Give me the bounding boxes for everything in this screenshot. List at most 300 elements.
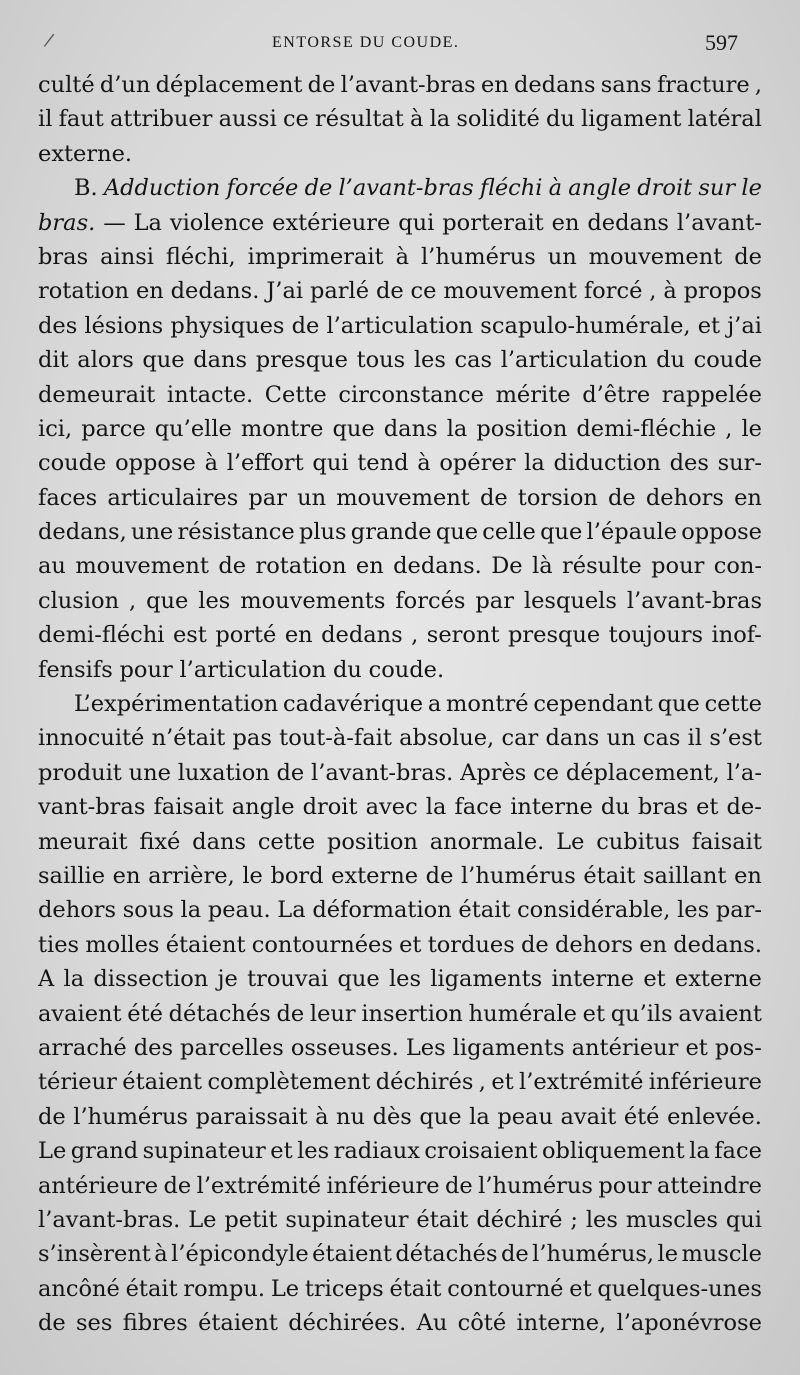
word: Adduction — [103, 175, 221, 202]
word: extérieure — [272, 209, 391, 236]
word: de — [479, 484, 508, 511]
word: était — [583, 862, 636, 889]
word: fixé — [139, 828, 181, 855]
word: , — [649, 278, 657, 305]
word: l’humérus, — [532, 1241, 655, 1268]
word: coude — [693, 347, 762, 374]
word: imprimerait — [247, 243, 384, 270]
word: les — [585, 1206, 618, 1233]
word: qui — [725, 1206, 762, 1233]
word: plus — [298, 519, 347, 546]
word: et — [643, 966, 666, 993]
word: en — [135, 278, 164, 305]
word: paraissait — [195, 1103, 308, 1130]
word: ainsi — [100, 243, 154, 270]
text-line — [38, 653, 762, 687]
word: il — [38, 106, 53, 133]
word: oppose — [681, 519, 762, 546]
text-line — [38, 1237, 762, 1271]
word: luxation — [177, 759, 270, 786]
word: con- — [713, 553, 762, 580]
word: ce — [282, 106, 309, 133]
word: la — [524, 450, 545, 477]
word: bras — [38, 243, 89, 270]
word: l’avant-bras — [626, 587, 762, 614]
word: aussi — [218, 106, 277, 133]
word: muscle — [681, 1241, 762, 1268]
word: déchirées. — [288, 1310, 407, 1337]
word: l’humérus — [478, 1172, 593, 1199]
word: dedans, — [38, 519, 127, 546]
word: cette — [704, 691, 762, 718]
word: térieur — [38, 1069, 117, 1096]
word: mouvements — [240, 587, 386, 614]
word: résultat — [315, 106, 404, 133]
word: de — [304, 175, 333, 202]
word: que — [146, 587, 189, 614]
word: en — [734, 862, 762, 889]
word: déplacement — [155, 72, 303, 98]
word: triceps — [304, 1275, 384, 1302]
word: cubitus — [596, 828, 680, 855]
word: les — [297, 1138, 330, 1165]
word: était — [458, 897, 511, 924]
word: l’humérus — [460, 862, 576, 889]
word: de — [445, 1172, 473, 1199]
text-line — [38, 859, 762, 893]
text-line — [38, 618, 762, 652]
word: face — [454, 794, 503, 821]
word: propos — [683, 278, 762, 305]
word: la — [446, 415, 468, 442]
word: déchirés — [375, 1069, 474, 1096]
text-line — [38, 412, 762, 446]
word: tout-à-fait — [279, 725, 392, 752]
word: intacte. — [166, 381, 254, 408]
word: avait — [560, 1103, 617, 1130]
word: au — [38, 553, 66, 580]
word: à — [204, 450, 218, 477]
word: en — [639, 931, 668, 958]
word: considérable, — [517, 897, 671, 924]
word: été — [127, 1000, 163, 1027]
word: un — [297, 484, 327, 511]
word: innocuité — [38, 725, 145, 752]
word: fléchi, — [165, 243, 236, 270]
word: que — [540, 519, 583, 546]
word: violence — [169, 209, 265, 236]
word: leur — [309, 1000, 356, 1027]
word: dans — [192, 828, 247, 855]
word: lesquels — [523, 587, 617, 614]
word: inférieure — [326, 1172, 440, 1199]
word: il — [687, 725, 703, 752]
word: bras — [637, 794, 688, 821]
word: de — [218, 553, 247, 580]
word: qui — [312, 450, 349, 477]
word: qu’elle — [154, 415, 232, 442]
word: face — [714, 1138, 762, 1165]
word: droit — [637, 175, 693, 202]
word: que — [337, 966, 380, 993]
text-line — [38, 309, 762, 343]
text-line — [38, 481, 762, 515]
word: là — [532, 553, 553, 580]
word: la — [425, 794, 447, 821]
word: que — [657, 691, 700, 718]
word: dedans — [587, 209, 669, 236]
word: l’extrémité — [196, 1172, 322, 1199]
word: rappelée — [661, 381, 762, 408]
word: dehors — [645, 484, 724, 511]
word: complètement — [207, 1069, 371, 1096]
word: presque — [507, 622, 601, 649]
word: seront — [426, 622, 500, 649]
word: lésions — [84, 312, 164, 339]
word: parlé — [309, 278, 370, 305]
word: qu’ils — [610, 1000, 673, 1027]
word: montré — [446, 691, 529, 718]
word: de — [734, 243, 762, 270]
word: circonstance — [338, 381, 484, 408]
text-line — [38, 1065, 762, 1099]
word: torsion — [517, 484, 598, 511]
word: osseuses. — [290, 1034, 399, 1061]
text-line — [38, 928, 762, 962]
word: l’effort — [226, 450, 304, 477]
word: ligaments — [430, 966, 543, 993]
word: en — [734, 484, 762, 511]
word: un — [547, 243, 577, 270]
word: parce — [81, 415, 146, 442]
word: dehors — [38, 897, 117, 924]
word: La — [277, 897, 306, 924]
word: sur- — [717, 450, 762, 477]
text-line — [38, 756, 762, 790]
word: inof- — [711, 622, 762, 649]
word: avaient — [38, 1000, 122, 1027]
word: demi-fléchie — [576, 415, 717, 442]
word: Le — [38, 1138, 67, 1165]
word: l’épicondyle — [171, 1241, 309, 1268]
word: à — [315, 1103, 329, 1130]
word: angle — [231, 794, 295, 821]
text-line — [38, 171, 762, 205]
word: produit — [38, 759, 122, 786]
word: ici, — [38, 415, 73, 442]
word: grande — [350, 519, 432, 546]
text-line — [38, 274, 762, 308]
word: de — [163, 1172, 192, 1199]
word: contourné — [447, 1275, 564, 1302]
word: car — [501, 725, 539, 752]
word: était — [416, 1206, 469, 1233]
word: l’avant-bras — [340, 72, 476, 98]
word: de — [521, 931, 549, 958]
word: à — [417, 450, 431, 477]
word: de — [307, 72, 336, 98]
word: faisait — [153, 794, 224, 821]
word: enlevée. — [667, 1103, 762, 1130]
word: de — [425, 862, 454, 889]
word: résulte — [562, 553, 642, 580]
word: antérieure — [38, 1172, 159, 1199]
word: bord — [270, 862, 324, 889]
word: — — [103, 209, 126, 236]
word: cas — [454, 347, 493, 374]
word: droit — [302, 794, 358, 821]
word: j’ai — [727, 312, 762, 339]
word: externe — [674, 966, 762, 993]
word: dissection — [93, 966, 209, 993]
word: dans — [545, 725, 600, 752]
word: à — [548, 175, 563, 202]
word: du — [332, 656, 362, 683]
word: par — [248, 484, 287, 511]
word: par — [475, 587, 514, 614]
word: l’avant-bras — [338, 175, 474, 202]
word: étaient — [198, 1310, 278, 1337]
text-line — [38, 584, 762, 618]
word: dès — [372, 1103, 412, 1130]
word: détachés — [168, 1000, 271, 1027]
word: trouvai — [247, 966, 329, 993]
word: mouvement — [443, 278, 577, 305]
text-line — [38, 378, 762, 412]
word: pour — [119, 656, 173, 683]
word: ; — [570, 1206, 578, 1233]
word: articulaires — [107, 484, 239, 511]
word: s’insèrent — [38, 1241, 151, 1268]
text-line — [38, 1169, 762, 1203]
word: humérale — [468, 1000, 577, 1027]
word: d’un — [99, 72, 151, 98]
word: et — [582, 1000, 605, 1027]
word: un — [606, 725, 636, 752]
word: qui — [398, 209, 435, 236]
word: et — [491, 1069, 514, 1096]
word: le — [657, 1241, 679, 1268]
word: cette — [257, 828, 316, 855]
text-line — [38, 206, 762, 240]
word: résistance — [177, 519, 295, 546]
word: l’humérus — [73, 1103, 189, 1130]
word: scapulo-humérale, — [480, 312, 691, 339]
word: pos- — [714, 1034, 762, 1061]
word: avec — [365, 794, 418, 821]
word: l’articulation — [326, 312, 474, 339]
word: l’a- — [726, 759, 762, 786]
word: s’est — [709, 725, 762, 752]
word: alors — [77, 347, 134, 374]
word: Le — [270, 1275, 300, 1302]
word: mouvement — [336, 484, 470, 511]
word: que — [142, 347, 185, 374]
word: et — [270, 1138, 293, 1165]
word: déplacement, — [565, 759, 720, 786]
word: tend — [357, 450, 409, 477]
text-line — [38, 1031, 762, 1065]
word: l’articulation — [179, 656, 327, 683]
word: une — [128, 759, 171, 786]
word: forcés — [395, 587, 466, 614]
word: toujours — [608, 622, 704, 649]
page-header — [0, 28, 800, 62]
text-line — [38, 687, 762, 721]
word: rompu. — [183, 1275, 266, 1302]
word: parcelles — [180, 1034, 284, 1061]
text-line — [38, 1306, 762, 1340]
word: muscles — [625, 1206, 718, 1233]
word: molles — [85, 931, 160, 958]
word: dedans — [321, 622, 403, 649]
word: insertion — [361, 1000, 463, 1027]
word: la — [469, 1103, 490, 1130]
word: Les — [405, 1034, 446, 1061]
word: étaient — [122, 1069, 203, 1096]
word: et — [685, 1034, 708, 1061]
word: l’extrémité — [519, 1069, 644, 1096]
word: Au — [416, 1310, 448, 1337]
word: interne, — [516, 1310, 607, 1337]
word: bras. — [38, 209, 96, 236]
text-line — [38, 721, 762, 755]
word: demeurait — [38, 381, 156, 408]
word: en — [551, 209, 580, 236]
word: faut — [58, 106, 104, 133]
word: mouvement — [588, 243, 723, 270]
word: dans — [383, 415, 438, 442]
word: sur — [698, 175, 736, 202]
word: et — [697, 312, 721, 339]
word: Cette — [264, 381, 327, 408]
word: d’être — [582, 381, 651, 408]
word: solidité — [456, 106, 540, 133]
word: celle — [482, 519, 536, 546]
word: de — [291, 312, 320, 339]
word: dit — [38, 347, 69, 374]
word: angle — [568, 175, 632, 202]
word: rotation — [255, 553, 347, 580]
word: dehors — [554, 931, 634, 958]
word: et — [399, 931, 422, 958]
word: les — [388, 966, 421, 993]
word: du — [656, 347, 685, 374]
word: position — [326, 828, 418, 855]
word: La — [133, 209, 162, 236]
word: étaient — [165, 931, 246, 958]
word: dans — [193, 347, 248, 374]
word: faces — [38, 484, 98, 511]
word: rotation — [38, 278, 130, 305]
text-line — [38, 102, 762, 136]
word: externe. — [38, 140, 133, 167]
word: oppose — [115, 450, 196, 477]
word: dedans — [513, 72, 596, 98]
word: les — [198, 587, 231, 614]
word: position — [476, 415, 568, 442]
word: interne — [551, 966, 635, 993]
word: des — [38, 312, 78, 339]
word: n’était — [151, 725, 226, 752]
word: du — [600, 794, 630, 821]
word: vant-bras — [38, 794, 146, 821]
text-line — [38, 893, 762, 927]
word: De — [491, 553, 523, 580]
word: presque — [255, 347, 348, 374]
word: inférieure — [648, 1069, 762, 1096]
word: ses — [76, 1310, 113, 1337]
word: une — [130, 519, 174, 546]
word: coude — [38, 450, 107, 477]
text-line — [38, 1100, 762, 1134]
word: la — [180, 897, 202, 924]
word: faisait — [691, 828, 762, 855]
word: forcée — [226, 175, 299, 202]
word: cadavérique — [283, 691, 424, 718]
word: sous — [122, 897, 174, 924]
text-line — [38, 515, 762, 549]
text-line — [38, 446, 762, 480]
word: contournées — [251, 931, 393, 958]
word: que — [419, 1103, 462, 1130]
word: était — [389, 1275, 442, 1302]
word: l’avant-bras. — [311, 759, 454, 786]
word: les — [677, 897, 710, 924]
word: attribuer — [110, 106, 213, 133]
word: arraché — [38, 1034, 127, 1061]
word: je — [217, 966, 238, 993]
word: arrière, — [148, 862, 235, 889]
word: demi-fléchi — [38, 622, 165, 649]
word: clusion — [38, 587, 120, 614]
word: les — [413, 347, 446, 374]
word: absolue, — [399, 725, 495, 752]
word: croisaient — [424, 1138, 538, 1165]
word: du — [545, 106, 575, 133]
word: déchiré — [476, 1206, 563, 1233]
word: grand — [70, 1138, 139, 1165]
word: dedans. — [393, 553, 482, 580]
word: de — [276, 1000, 305, 1027]
word: à — [409, 106, 424, 133]
word: mouvement — [75, 553, 209, 580]
word: de — [608, 484, 636, 511]
text-line — [38, 1203, 762, 1237]
word: l’articulation — [500, 347, 648, 374]
word: à — [663, 278, 677, 305]
word: peau — [497, 1103, 553, 1130]
text-line — [38, 1134, 762, 1168]
word: que — [435, 519, 479, 546]
word: des — [133, 1034, 174, 1061]
word: Après — [460, 759, 527, 786]
word: ancôné — [38, 1275, 120, 1302]
word: antérieur — [571, 1034, 679, 1061]
word: l’humérus — [420, 243, 536, 270]
word: pour — [598, 1172, 652, 1199]
word: opérer — [439, 450, 516, 477]
word: ce — [533, 759, 560, 786]
page-number: 597 — [705, 30, 738, 55]
word: ligaments — [452, 1034, 565, 1061]
text-line — [38, 790, 762, 824]
word: fléchi — [479, 175, 543, 202]
word: atteindre — [657, 1172, 762, 1199]
word: fensifs — [38, 656, 113, 683]
word: a — [427, 691, 442, 718]
word: de — [375, 278, 404, 305]
